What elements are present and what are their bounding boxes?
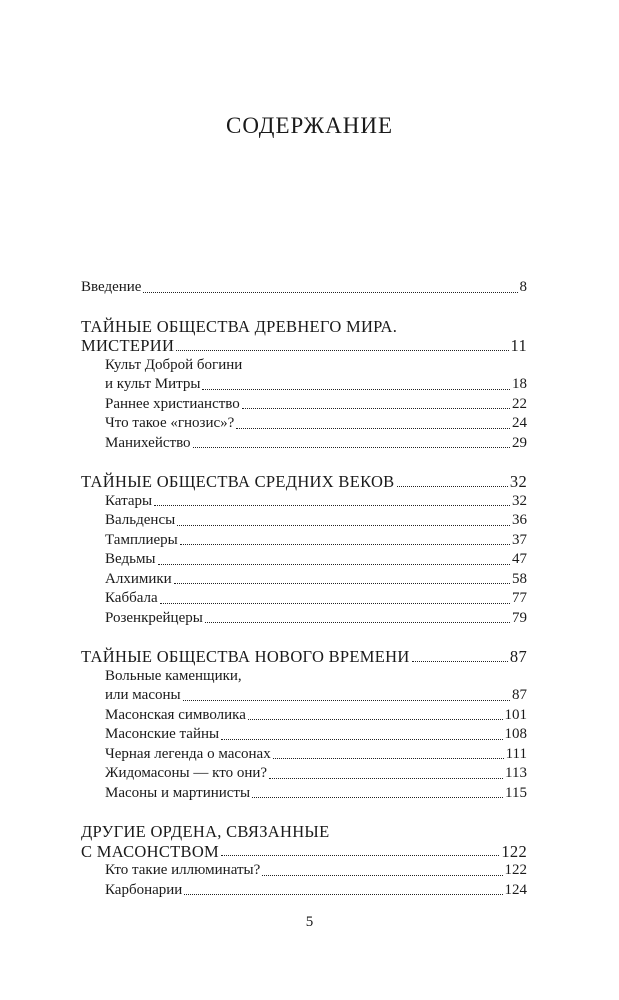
toc-subentry[interactable]	[81, 861, 527, 881]
toc-label: Ведьмы	[105, 551, 156, 567]
dot-leader	[412, 657, 508, 662]
dot-leader	[160, 599, 510, 604]
dot-leader	[180, 540, 510, 545]
dot-leader	[242, 404, 510, 409]
toc-page: 37	[512, 531, 527, 548]
toc-section-heading[interactable]: ДРУГИЕ ОРДЕНА, СВЯЗАННЫЕ	[81, 822, 330, 841]
toc-label: С МАСОНСТВОМ	[81, 841, 220, 861]
toc-section-entry[interactable]	[81, 842, 527, 862]
toc-page: 22	[512, 395, 527, 412]
toc-label: Алхимики	[105, 570, 172, 587]
toc-label: Что такое «гнозис»?	[105, 415, 235, 431]
toc-page: 32	[509, 472, 527, 491]
dot-leader	[205, 618, 510, 623]
toc-subentry[interactable]	[81, 414, 527, 434]
dot-leader	[154, 501, 510, 506]
toc-label: ТАЙНЫЕ ОБЩЕСТВА НОВОГО ВРЕМЕНИ	[81, 647, 410, 666]
toc-subentry[interactable]	[81, 784, 527, 804]
dot-leader	[177, 521, 510, 526]
toc-section-entry[interactable]	[81, 472, 527, 492]
toc-subentry[interactable]	[81, 764, 527, 784]
toc-label: или масоны	[105, 687, 181, 703]
toc-subentry[interactable]	[81, 434, 527, 454]
toc-label: Каббала	[105, 590, 158, 606]
dot-leader	[176, 346, 508, 351]
toc-section-heading[interactable]: ТАЙНЫЕ ОБЩЕСТВА ДРЕВНЕГО МИРА.	[81, 316, 398, 336]
toc-subentry[interactable]	[81, 375, 527, 395]
toc-page: 47	[512, 551, 527, 567]
toc-subentry[interactable]	[81, 395, 527, 415]
toc-label: Вальденсы	[105, 512, 176, 528]
toc-section-entry[interactable]	[81, 336, 527, 356]
toc-subentry[interactable]	[81, 531, 527, 551]
toc-label: и культ Митры	[105, 376, 201, 392]
toc-page: 24	[512, 415, 527, 431]
dot-leader	[174, 579, 510, 584]
toc-subentry[interactable]	[81, 492, 527, 512]
toc-label: МИСТЕРИИ	[81, 336, 175, 355]
toc-page: 36	[512, 512, 527, 528]
toc-label: Тамплиеры	[105, 531, 178, 548]
toc-page: 115	[505, 784, 527, 801]
toc-page: 11	[510, 336, 527, 355]
dot-leader	[158, 560, 510, 565]
toc-label: Манихейство	[105, 434, 191, 451]
toc-subentry[interactable]	[81, 725, 527, 745]
toc-subentry[interactable]	[81, 686, 527, 706]
toc-page: 113	[505, 765, 527, 781]
toc-page: 18	[512, 376, 527, 392]
toc-subentry[interactable]	[81, 706, 527, 726]
toc-page: 124	[504, 881, 527, 898]
toc-label: Катары	[105, 492, 153, 509]
toc-page: 101	[504, 706, 527, 723]
dot-leader	[397, 482, 508, 487]
toc-page: 79	[512, 609, 527, 626]
dot-leader	[269, 774, 503, 779]
toc-subentry-line[interactable]: Вольные каменщики,	[105, 667, 242, 684]
table-of-contents	[81, 278, 527, 900]
toc-label: Раннее христианство	[105, 395, 240, 412]
toc-label: Введение	[81, 279, 142, 295]
dot-leader	[221, 735, 502, 740]
toc-page: 77	[512, 590, 527, 606]
dot-leader	[252, 793, 503, 798]
toc-page: 58	[512, 570, 527, 587]
dot-leader	[184, 890, 502, 895]
toc-page: 32	[512, 492, 527, 509]
toc-page: 108	[504, 726, 527, 742]
dot-leader	[221, 851, 499, 856]
toc-subentry-line[interactable]: Культ Доброй богини	[105, 356, 243, 373]
dot-leader	[193, 443, 510, 448]
toc-label: Масоны и мартинисты	[105, 784, 251, 801]
dot-leader	[262, 871, 502, 876]
toc-subentry[interactable]	[81, 881, 527, 901]
toc-page: 29	[512, 434, 527, 451]
toc-label: Черная легенда о масонах	[105, 745, 271, 762]
dot-leader	[183, 696, 510, 701]
toc-subentry[interactable]	[81, 745, 527, 765]
dot-leader	[202, 385, 510, 390]
dot-leader	[143, 288, 517, 293]
toc-label: Розенкрейцеры	[105, 609, 203, 626]
toc-page: 87	[512, 687, 527, 703]
toc-page: 8	[519, 279, 527, 295]
toc-label: Масонская символика	[105, 706, 246, 723]
toc-label: Кто такие иллюминаты?	[105, 862, 261, 878]
toc-entry-intro[interactable]	[81, 278, 527, 298]
toc-page: 111	[505, 745, 527, 762]
toc-label: Масонские тайны	[105, 726, 220, 742]
toc-subentry[interactable]	[81, 570, 527, 590]
toc-subentry[interactable]	[81, 550, 527, 570]
dot-leader	[236, 424, 510, 429]
toc-label: Карбонарии	[105, 881, 183, 898]
toc-subentry[interactable]	[81, 511, 527, 531]
toc-page: 87	[509, 647, 527, 666]
toc-subentry[interactable]	[81, 589, 527, 609]
toc-section-entry[interactable]	[81, 647, 527, 667]
toc-subentry[interactable]	[81, 609, 527, 629]
dot-leader	[248, 715, 503, 720]
dot-leader	[273, 754, 504, 759]
page-number: 5	[305, 914, 314, 930]
toc-page: 122	[504, 862, 527, 878]
toc-label: ТАЙНЫЕ ОБЩЕСТВА СРЕДНИХ ВЕКОВ	[81, 472, 395, 491]
toc-label: Жидомасоны — кто они?	[105, 765, 268, 781]
toc-page: 122	[501, 841, 527, 861]
page-title: СОДЕРЖАНИЕ	[225, 113, 393, 138]
